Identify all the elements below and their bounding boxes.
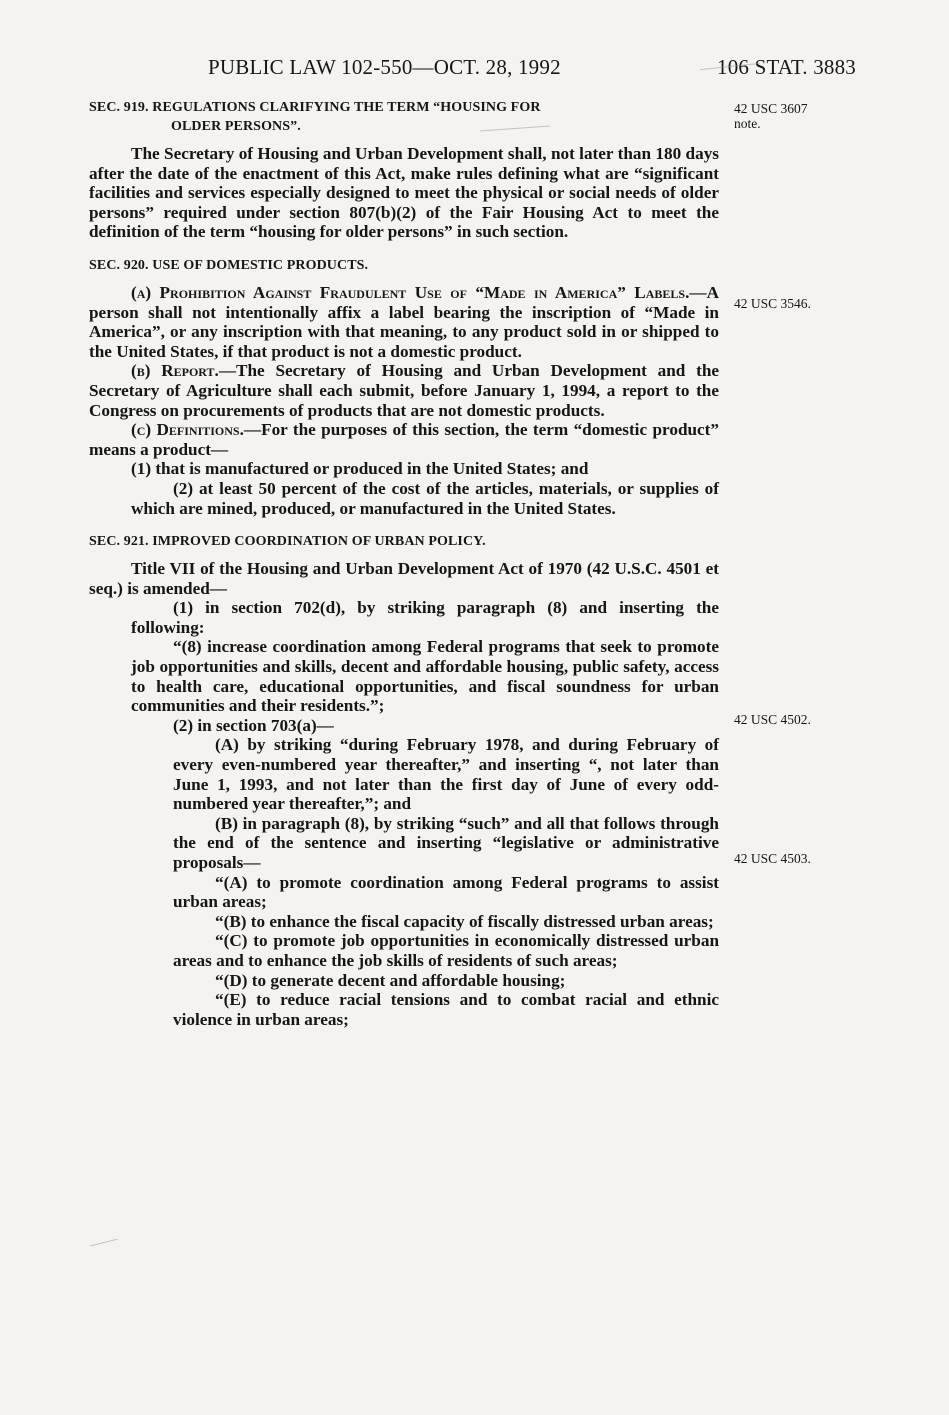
clause-c2: (2) at least 50 percent of the cost of the articles, materials, or supplies of which are mined, produced, or manufactured in the United States. — [131, 478, 719, 518]
margin-note-item1: 42 USC 4502. — [734, 712, 811, 727]
margin-note-item2: 42 USC 4503. — [734, 851, 811, 866]
quoted-item: “(E) to reduce racial tensions and to combat racial and ethnic violence in urban areas; — [173, 990, 719, 1029]
list-item: (A) by striking “during February 1978, and during February of every even-numbered year thereafter,” and inserting “, not later than June 1, 1993, and not later than the first day of June of every odd-numbered year thereafter,”; and — [173, 735, 719, 814]
paragraph: Title VII of the Housing and Urban Development Act of 1970 (42 U.S.C. 4501 et seq.) is amended— — [89, 559, 719, 598]
subsection-b: (b) Report.—The Secretary of Housing and Urban Development and the Secretary of Agriculture shall each submit, before January 1, 1994, a report to the Congress on procurements of products that are not domestic products. — [89, 361, 720, 420]
list-item: (2) in section 703(a)— — [173, 715, 334, 735]
body-text — [89, 98, 719, 1029]
clause-c1: (1) that is manufactured or produced in the United States; and — [131, 459, 589, 479]
margin-note-sec919: 42 USC 3607 note. — [734, 101, 808, 131]
margin-note-sec920: 42 USC 3546. — [734, 296, 811, 311]
quoted-item: “(B) to enhance the fiscal capacity of fiscally distressed urban areas; — [215, 911, 714, 931]
quoted-paragraph-8: “(8) increase coordination among Federal programs that seek to promote job opportunities and skills, decent and affordable housing, public safety, access to health care, educational opportunities, and fiscal soundness for urban communities and their residents.”; — [131, 637, 719, 716]
header-law-citation: PUBLIC LAW 102-550—OCT. 28, 1992 — [208, 55, 561, 79]
pen-mark — [90, 1239, 117, 1247]
list-item: (1) in section 702(d), by striking paragraph (8) and inserting the following: — [131, 598, 719, 637]
list-item: (B) in paragraph (8), by striking “such” and all that follows through the end of the sentence and inserting “legislative or administrative proposals— — [173, 813, 719, 872]
subsection-a: (a) Prohibition Against Fraudulent Use of “Made in America” Labels.—A person shall not intentionally affix a label bearing the inscription of “Made in America”, or any inscription with that meaning, to any product sold in or shipped to the United States, if that product is not a domestic product. — [89, 282, 719, 361]
section-heading-919: SEC. 919. REGULATIONS CLARIFYING THE TERM “HOUSING FOR OLDER PERSONS”. — [89, 100, 541, 134]
header-stat-page: 106 STAT. 3883 — [717, 55, 856, 79]
quoted-item: “(C) to promote job opportunities in economically distressed urban areas and to enhance the job skills of residents of such areas; — [173, 931, 719, 970]
section-heading-921: SEC. 921. IMPROVED COORDINATION OF URBAN POLICY. — [89, 534, 486, 550]
section-heading-920: SEC. 920. USE OF DOMESTIC PRODUCTS. — [89, 257, 369, 273]
subsection-c: (c) Definitions.—For the purposes of this section, the term “domestic product” means a product— — [89, 420, 720, 459]
quoted-item: “(D) to generate decent and affordable housing; — [215, 970, 566, 990]
paragraph: The Secretary of Housing and Urban Development shall, not later than 180 days after the date of the enactment of this Act, make rules defining what are “significant facilities and services especially designed to meet the physical or social needs of older persons” required under section 807(b)(2) of the Fair Housing Act to meet the definition of the term “housing for older persons” in such section. — [89, 144, 719, 242]
quoted-item: “(A) to promote coordination among Federal programs to assist urban areas; — [173, 872, 719, 912]
